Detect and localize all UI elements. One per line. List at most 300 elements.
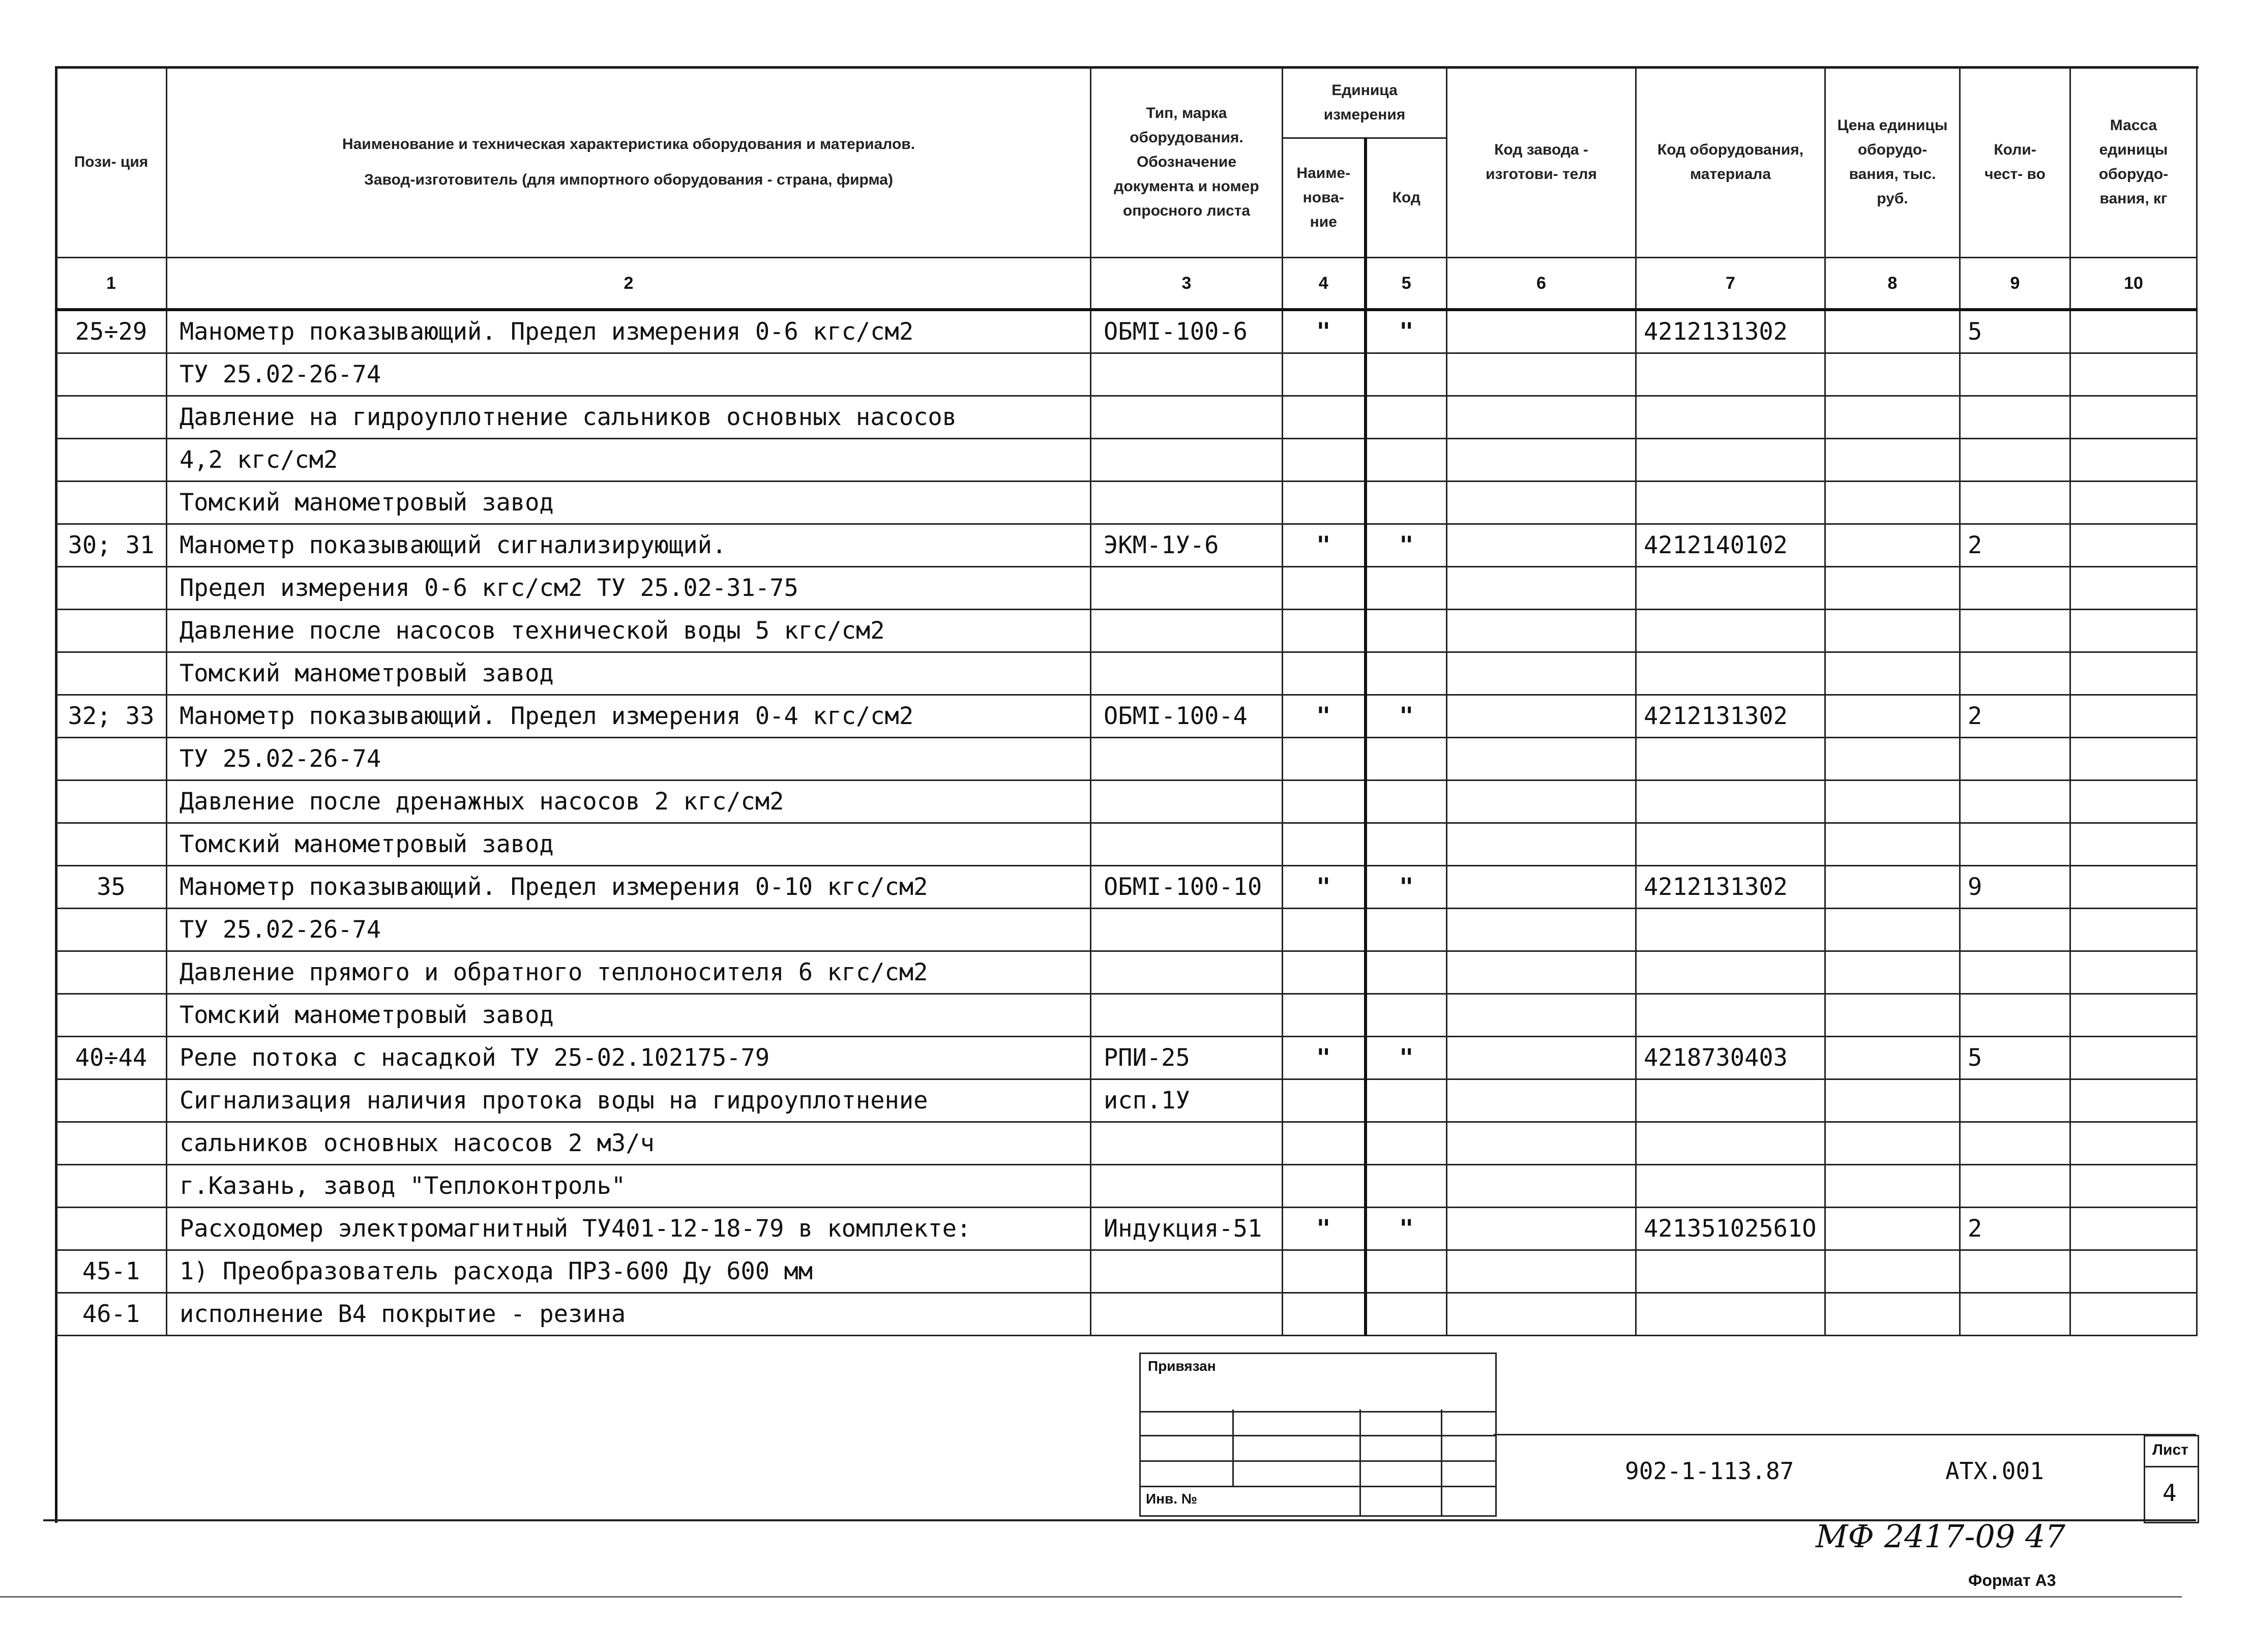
- row-unit-code: [1366, 567, 1447, 610]
- row-factory-code: [1447, 1079, 1636, 1122]
- row-mass: [2070, 567, 2197, 610]
- row-factory-code: [1447, 1250, 1636, 1293]
- row-price: [1825, 823, 1960, 866]
- row-type: [1091, 823, 1283, 866]
- column-number: 10: [2070, 258, 2197, 310]
- table-row: [56, 738, 2197, 780]
- row-name: сальников основных насосов 2 м3/ч: [167, 1122, 1091, 1165]
- row-name: 1) Преобразователь расхода ПРЗ-600 Ду 600 мм: [167, 1250, 1091, 1293]
- row-quantity: [1960, 738, 2070, 780]
- row-mass: [2070, 1208, 2197, 1250]
- row-equipment-code: [1636, 567, 1825, 610]
- row-name: Манометр показывающий. Предел измерения 0-10 кгс/см2: [167, 866, 1091, 909]
- row-factory-code: [1447, 866, 1636, 909]
- header-quantity: Коли- чест- во: [1960, 67, 2070, 258]
- row-equipment-code: [1636, 909, 1825, 951]
- row-unit-code: [1366, 439, 1447, 482]
- row-type: [1091, 1293, 1283, 1336]
- row-unit-name: ": [1283, 695, 1366, 738]
- table-row: [56, 909, 2197, 951]
- stamp-grid-line: [1359, 1409, 1361, 1515]
- row-price: [1825, 482, 1960, 524]
- row-unit-name: [1283, 1079, 1366, 1122]
- row-equipment-code: [1636, 353, 1825, 396]
- header-name-line2: Завод-изготовитель (для импортного оборудования - страна, фирма): [364, 171, 893, 188]
- header-unit-code: Код: [1366, 138, 1447, 258]
- row-type: [1091, 610, 1283, 652]
- row-equipment-code: [1636, 1165, 1825, 1208]
- row-unit-code: [1366, 652, 1447, 695]
- row-quantity: 9: [1960, 866, 2070, 909]
- row-mass: [2070, 951, 2197, 994]
- row-unit-code: [1366, 951, 1447, 994]
- row-mass: [2070, 1293, 2197, 1336]
- row-position: [56, 482, 167, 524]
- row-quantity: [1960, 780, 2070, 823]
- row-equipment-code: 4212140102: [1636, 524, 1825, 567]
- row-name: ТУ 25.02-26-74: [167, 738, 1091, 780]
- row-unit-name: [1283, 610, 1366, 652]
- table-row: [56, 310, 2197, 353]
- row-factory-code: [1447, 951, 1636, 994]
- row-unit-code: [1366, 610, 1447, 652]
- table-row: [56, 1122, 2197, 1165]
- row-mass: [2070, 652, 2197, 695]
- header-mass: Масса единицы оборудо- вания, кг: [2070, 67, 2197, 258]
- row-position: 45-1: [56, 1250, 167, 1293]
- header-type: Тип, марка оборудования. Обозначение документа и номер опросного листа: [1091, 67, 1283, 258]
- row-position: [56, 823, 167, 866]
- row-unit-code: ": [1366, 1208, 1447, 1250]
- row-name: Манометр показывающий сигнализирующий.: [167, 524, 1091, 567]
- row-equipment-code: [1636, 396, 1825, 439]
- row-unit-name: [1283, 439, 1366, 482]
- row-equipment-code: [1636, 1293, 1825, 1336]
- row-price: [1825, 1208, 1960, 1250]
- row-equipment-code: [1636, 738, 1825, 780]
- row-unit-code: ": [1366, 310, 1447, 353]
- row-price: [1825, 951, 1960, 994]
- row-unit-code: ": [1366, 1037, 1447, 1079]
- row-mass: [2070, 396, 2197, 439]
- sheet-box-divider: [2145, 1466, 2198, 1467]
- row-position: 40÷44: [56, 1037, 167, 1079]
- row-name: Томский манометровый завод: [167, 652, 1091, 695]
- row-equipment-code: [1636, 652, 1825, 695]
- row-position: [56, 994, 167, 1037]
- row-unit-name: [1283, 738, 1366, 780]
- row-price: [1825, 866, 1960, 909]
- row-factory-code: [1447, 482, 1636, 524]
- row-factory-code: [1447, 310, 1636, 353]
- row-equipment-code: [1636, 1079, 1825, 1122]
- row-unit-code: [1366, 1293, 1447, 1336]
- row-unit-name: [1283, 951, 1366, 994]
- row-position: [56, 1165, 167, 1208]
- row-quantity: [1960, 823, 2070, 866]
- row-name: Давление после насосов технической воды 5 кгс/см2: [167, 610, 1091, 652]
- row-type: исп.1У: [1091, 1079, 1283, 1122]
- row-type: [1091, 1250, 1283, 1293]
- row-factory-code: [1447, 823, 1636, 866]
- row-unit-name: ": [1283, 1208, 1366, 1250]
- row-quantity: [1960, 1250, 2070, 1293]
- row-position: 25÷29: [56, 310, 167, 353]
- row-unit-name: [1283, 482, 1366, 524]
- row-equipment-code: 4212131302: [1636, 310, 1825, 353]
- row-type: ЭКМ-1У-6: [1091, 524, 1283, 567]
- header-name: [167, 67, 1091, 258]
- row-mass: [2070, 738, 2197, 780]
- row-unit-name: [1283, 823, 1366, 866]
- row-unit-name: ": [1283, 524, 1366, 567]
- row-unit-name: [1283, 1122, 1366, 1165]
- row-quantity: 2: [1960, 1208, 2070, 1250]
- row-unit-name: [1283, 780, 1366, 823]
- column-number: 7: [1636, 258, 1825, 310]
- row-type: ОБМI-100-4: [1091, 695, 1283, 738]
- row-name: Давление прямого и обратного теплоносителя 6 кгс/см2: [167, 951, 1091, 994]
- row-mass: [2070, 909, 2197, 951]
- row-quantity: [1960, 994, 2070, 1037]
- row-position: [56, 439, 167, 482]
- table-row: [56, 823, 2197, 866]
- row-quantity: 2: [1960, 695, 2070, 738]
- header-factory-code: Код завода - изготови- теля: [1447, 67, 1636, 258]
- row-unit-code: [1366, 738, 1447, 780]
- stamp-top-line: [1494, 1434, 2196, 1435]
- row-type: [1091, 909, 1283, 951]
- row-equipment-code: 4218730403: [1636, 1037, 1825, 1079]
- row-mass: [2070, 695, 2197, 738]
- row-factory-code: [1447, 695, 1636, 738]
- row-price: [1825, 738, 1960, 780]
- row-price: [1825, 524, 1960, 567]
- row-unit-code: [1366, 780, 1447, 823]
- row-quantity: [1960, 396, 2070, 439]
- row-unit-code: ": [1366, 695, 1447, 738]
- row-quantity: [1960, 439, 2070, 482]
- row-position: 32; 33: [56, 695, 167, 738]
- table-row: [56, 780, 2197, 823]
- row-mass: [2070, 439, 2197, 482]
- row-mass: [2070, 1122, 2197, 1165]
- row-quantity: [1960, 567, 2070, 610]
- document-number: 902-1-113.87: [1625, 1457, 1794, 1485]
- row-quantity: [1960, 1079, 2070, 1122]
- header-unit-name: Наиме- нова- ние: [1283, 138, 1366, 258]
- row-mass: [2070, 1250, 2197, 1293]
- row-price: [1825, 396, 1960, 439]
- column-number: 3: [1091, 258, 1283, 310]
- handwritten-archive-number: МФ 2417-09 47: [1816, 1518, 2065, 1555]
- stamp-privyazan-label: Привязан: [1148, 1358, 1216, 1374]
- row-factory-code: [1447, 524, 1636, 567]
- table-row: [56, 951, 2197, 994]
- table-row: [56, 353, 2197, 396]
- row-type: Индукция-51: [1091, 1208, 1283, 1250]
- row-unit-name: [1283, 1293, 1366, 1336]
- row-unit-code: [1366, 1165, 1447, 1208]
- table-row: [56, 1293, 2197, 1336]
- row-quantity: [1960, 1122, 2070, 1165]
- stamp-grid-line: [1232, 1409, 1234, 1486]
- row-factory-code: [1447, 652, 1636, 695]
- row-price: [1825, 353, 1960, 396]
- row-quantity: [1960, 610, 2070, 652]
- row-mass: [2070, 524, 2197, 567]
- row-position: [56, 1122, 167, 1165]
- column-number: 1: [56, 258, 167, 310]
- row-factory-code: [1447, 994, 1636, 1037]
- row-mass: [2070, 1165, 2197, 1208]
- row-price: [1825, 695, 1960, 738]
- header-name-line1: Наименование и техническая характеристика оборудования и материалов.: [342, 136, 915, 153]
- row-quantity: [1960, 652, 2070, 695]
- row-position: [56, 1208, 167, 1250]
- column-number: 4: [1283, 258, 1366, 310]
- row-name: Томский манометровый завод: [167, 823, 1091, 866]
- row-name: Расходомер электромагнитный ТУ401-12-18-79 в комплекте:: [167, 1208, 1091, 1250]
- row-name: ТУ 25.02-26-74: [167, 909, 1091, 951]
- row-factory-code: [1447, 780, 1636, 823]
- row-equipment-code: 4212131302: [1636, 866, 1825, 909]
- row-name: Сигнализация наличия протока воды на гидроуплотнение: [167, 1079, 1091, 1122]
- row-position: [56, 396, 167, 439]
- row-unit-name: ": [1283, 866, 1366, 909]
- row-name: Томский манометровый завод: [167, 994, 1091, 1037]
- row-unit-code: [1366, 353, 1447, 396]
- column-number: 8: [1825, 258, 1960, 310]
- stamp-grid-line: [1441, 1409, 1442, 1515]
- table-row: [56, 866, 2197, 909]
- row-type: [1091, 396, 1283, 439]
- row-price: [1825, 909, 1960, 951]
- row-unit-code: ": [1366, 524, 1447, 567]
- stamp-inv-label: Инв. №: [1146, 1491, 1198, 1507]
- header-price: Цена единицы оборудо- вания, тыс. руб.: [1825, 67, 1960, 258]
- column-number: 2: [167, 258, 1091, 310]
- row-name: г.Казань, завод "Теплоконтроль": [167, 1165, 1091, 1208]
- sheet-label: Лист: [2152, 1441, 2188, 1458]
- row-unit-name: [1283, 652, 1366, 695]
- row-price: [1825, 994, 1960, 1037]
- row-position: 46-1: [56, 1293, 167, 1336]
- column-number: 9: [1960, 258, 2070, 310]
- table-row: [56, 1079, 2197, 1122]
- row-unit-code: [1366, 994, 1447, 1037]
- row-type: [1091, 780, 1283, 823]
- row-mass: [2070, 866, 2197, 909]
- row-position: [56, 738, 167, 780]
- row-equipment-code: [1636, 1122, 1825, 1165]
- column-number: 5: [1366, 258, 1447, 310]
- sheet-number-box: [2144, 1435, 2199, 1523]
- document-code: АТХ.001: [1945, 1457, 2044, 1485]
- row-price: [1825, 610, 1960, 652]
- header-equipment-code: Код оборудования, материала: [1636, 67, 1825, 258]
- table-row: [56, 610, 2197, 652]
- row-quantity: 5: [1960, 1037, 2070, 1079]
- table-row: [56, 439, 2197, 482]
- row-factory-code: [1447, 1293, 1636, 1336]
- row-type: [1091, 439, 1283, 482]
- row-price: [1825, 1037, 1960, 1079]
- row-name: Манометр показывающий. Предел измерения 0-6 кгс/см2: [167, 310, 1091, 353]
- row-quantity: [1960, 1165, 2070, 1208]
- row-quantity: [1960, 482, 2070, 524]
- row-unit-code: [1366, 1122, 1447, 1165]
- row-position: [56, 610, 167, 652]
- row-position: [56, 652, 167, 695]
- row-unit-code: [1366, 482, 1447, 524]
- row-type: ОБМI-100-10: [1091, 866, 1283, 909]
- row-mass: [2070, 310, 2197, 353]
- row-price: [1825, 1122, 1960, 1165]
- stamp-privyazan-box: [1139, 1353, 1497, 1413]
- row-position: 30; 31: [56, 524, 167, 567]
- row-quantity: [1960, 1293, 2070, 1336]
- row-name: исполнение В4 покрытие - резина: [167, 1293, 1091, 1336]
- row-unit-code: ": [1366, 866, 1447, 909]
- row-unit-name: [1283, 396, 1366, 439]
- table-row: [56, 1250, 2197, 1293]
- row-name: Давление на гидроуплотнение сальников основных насосов: [167, 396, 1091, 439]
- row-price: [1825, 1250, 1960, 1293]
- specification-table: [55, 66, 2198, 1336]
- row-price: [1825, 310, 1960, 353]
- row-mass: [2070, 482, 2197, 524]
- row-type: [1091, 353, 1283, 396]
- row-position: [56, 353, 167, 396]
- table-body: [56, 310, 2197, 1336]
- table-row: [56, 994, 2197, 1037]
- row-type: [1091, 482, 1283, 524]
- row-unit-code: [1366, 396, 1447, 439]
- row-position: [56, 780, 167, 823]
- row-mass: [2070, 780, 2197, 823]
- row-unit-name: ": [1283, 310, 1366, 353]
- row-equipment-code: [1636, 610, 1825, 652]
- header-unit-group: Единица измерения: [1283, 67, 1447, 138]
- row-price: [1825, 1165, 1960, 1208]
- row-unit-name: [1283, 567, 1366, 610]
- row-type: [1091, 951, 1283, 994]
- row-factory-code: [1447, 909, 1636, 951]
- table-row: [56, 695, 2197, 738]
- row-unit-name: [1283, 909, 1366, 951]
- row-unit-code: [1366, 823, 1447, 866]
- row-factory-code: [1447, 439, 1636, 482]
- row-type: [1091, 738, 1283, 780]
- row-position: [56, 567, 167, 610]
- row-unit-code: [1366, 909, 1447, 951]
- table-row: [56, 1165, 2197, 1208]
- row-factory-code: [1447, 1208, 1636, 1250]
- row-quantity: [1960, 353, 2070, 396]
- row-name: Реле потока с насадкой ТУ 25-02.102175-79: [167, 1037, 1091, 1079]
- sheet-bottom-line: [0, 1596, 2182, 1598]
- sheet-number: 4: [2162, 1479, 2177, 1507]
- row-quantity: [1960, 909, 2070, 951]
- table-row: [56, 652, 2197, 695]
- row-position: [56, 951, 167, 994]
- row-name: Манометр показывающий. Предел измерения 0-4 кгс/см2: [167, 695, 1091, 738]
- row-position: 35: [56, 866, 167, 909]
- row-equipment-code: [1636, 994, 1825, 1037]
- row-price: [1825, 439, 1960, 482]
- row-unit-code: [1366, 1079, 1447, 1122]
- row-mass: [2070, 610, 2197, 652]
- row-factory-code: [1447, 396, 1636, 439]
- row-factory-code: [1447, 1037, 1636, 1079]
- row-equipment-code: 4212131302: [1636, 695, 1825, 738]
- row-name: Предел измерения 0-6 кгс/см2 ТУ 25.02-31-75: [167, 567, 1091, 610]
- stamp-grid: [1139, 1409, 1497, 1517]
- row-price: [1825, 780, 1960, 823]
- row-mass: [2070, 823, 2197, 866]
- row-unit-name: [1283, 994, 1366, 1037]
- row-mass: [2070, 1079, 2197, 1122]
- row-factory-code: [1447, 610, 1636, 652]
- format-label: Формат А3: [1968, 1571, 2056, 1589]
- table-row: [56, 567, 2197, 610]
- table-row: [56, 1037, 2197, 1079]
- row-type: [1091, 1165, 1283, 1208]
- table-row: [56, 524, 2197, 567]
- row-type: РПИ-25: [1091, 1037, 1283, 1079]
- table-row: [56, 482, 2197, 524]
- row-equipment-code: [1636, 780, 1825, 823]
- row-mass: [2070, 1037, 2197, 1079]
- table-row: [56, 1208, 2197, 1250]
- row-equipment-code: [1636, 823, 1825, 866]
- row-unit-name: [1283, 1250, 1366, 1293]
- row-factory-code: [1447, 738, 1636, 780]
- header-position: Пози- ция: [56, 67, 167, 258]
- row-unit-name: [1283, 1165, 1366, 1208]
- row-equipment-code: [1636, 1250, 1825, 1293]
- row-type: [1091, 1122, 1283, 1165]
- row-factory-code: [1447, 567, 1636, 610]
- row-type: [1091, 994, 1283, 1037]
- row-equipment-code: [1636, 951, 1825, 994]
- row-name: ТУ 25.02-26-74: [167, 353, 1091, 396]
- row-price: [1825, 1293, 1960, 1336]
- row-unit-code: [1366, 1250, 1447, 1293]
- row-price: [1825, 1079, 1960, 1122]
- row-mass: [2070, 994, 2197, 1037]
- row-type: [1091, 652, 1283, 695]
- row-quantity: 5: [1960, 310, 2070, 353]
- row-factory-code: [1447, 1165, 1636, 1208]
- row-factory-code: [1447, 353, 1636, 396]
- row-unit-name: ": [1283, 1037, 1366, 1079]
- row-mass: [2070, 353, 2197, 396]
- row-price: [1825, 652, 1960, 695]
- row-type: [1091, 567, 1283, 610]
- row-position: [56, 909, 167, 951]
- row-type: ОБМI-100-6: [1091, 310, 1283, 353]
- row-factory-code: [1447, 1122, 1636, 1165]
- row-quantity: [1960, 951, 2070, 994]
- row-equipment-code: 42135102561O: [1636, 1208, 1825, 1250]
- row-name: Давление после дренажных насосов 2 кгс/см2: [167, 780, 1091, 823]
- row-quantity: 2: [1960, 524, 2070, 567]
- row-equipment-code: [1636, 439, 1825, 482]
- row-unit-name: [1283, 353, 1366, 396]
- row-name: Томский манометровый завод: [167, 482, 1091, 524]
